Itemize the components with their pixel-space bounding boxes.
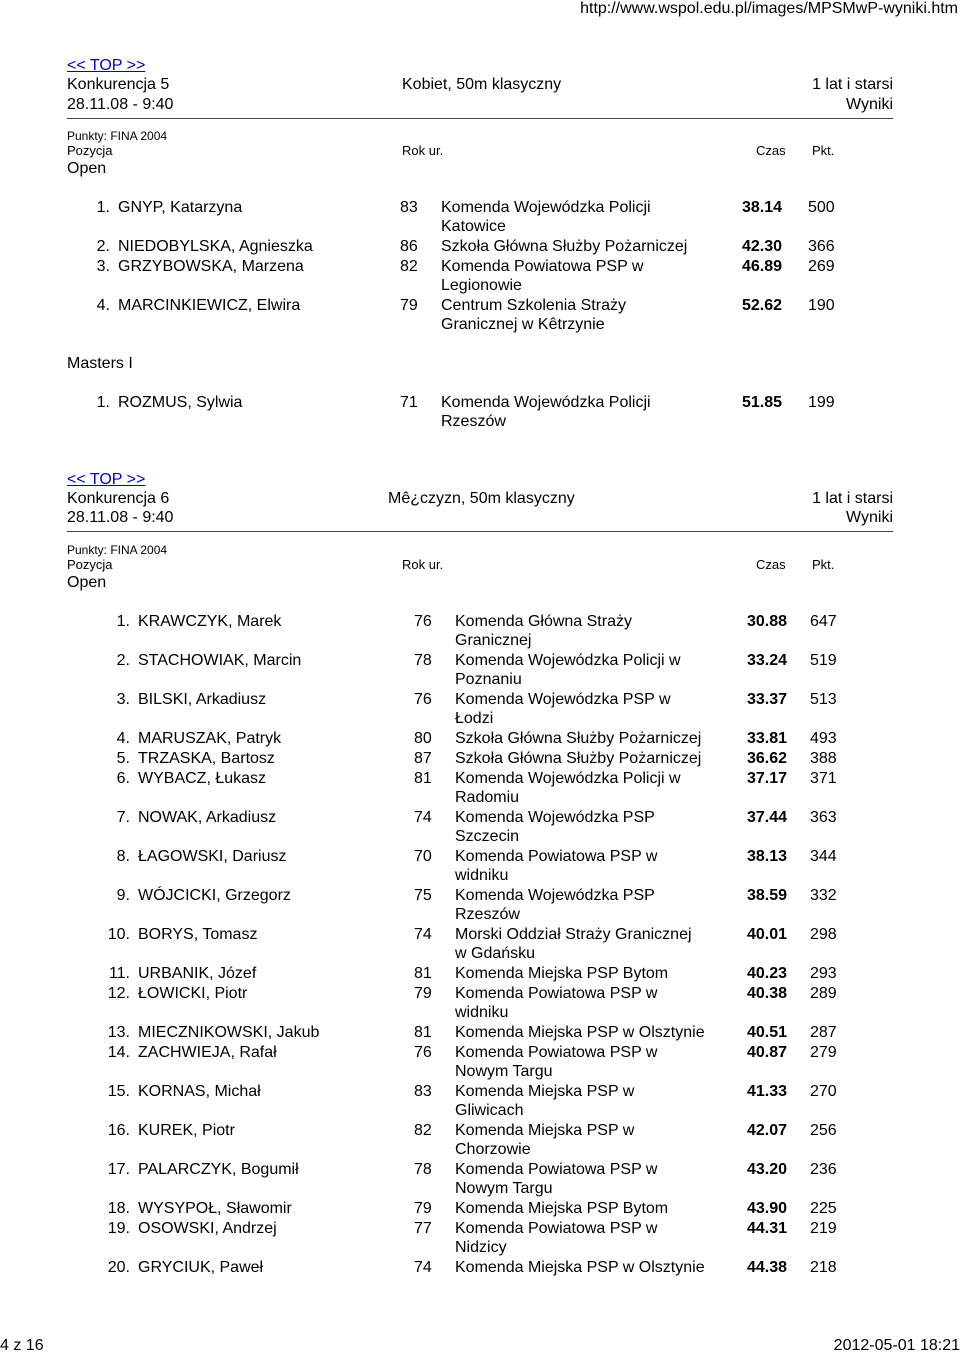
row-club-cont: Granicznej bbox=[455, 632, 532, 649]
row-points: 519 bbox=[810, 652, 837, 669]
row-club-cont: widniku bbox=[455, 1004, 509, 1021]
row-points: 293 bbox=[810, 965, 837, 982]
row-name: KRAWCZYK, Marek bbox=[138, 613, 282, 630]
row-position: 2. bbox=[96, 238, 110, 255]
row-points: 219 bbox=[810, 1220, 837, 1237]
row-year: 74 bbox=[414, 1259, 432, 1276]
row-year: 87 bbox=[414, 750, 432, 767]
row-time: 51.85 bbox=[741, 394, 782, 411]
row-points: 388 bbox=[810, 750, 837, 767]
row-club: Komenda Powiatowa PSP w bbox=[455, 848, 658, 865]
row-year: 80 bbox=[414, 730, 432, 747]
row-position: 9. bbox=[116, 887, 130, 904]
row-name: GRZYBOWSKA, Marzena bbox=[118, 258, 304, 275]
row-year: 83 bbox=[400, 199, 418, 216]
row-time: 37.44 bbox=[746, 809, 787, 826]
row-year: 82 bbox=[414, 1122, 432, 1139]
row-year: 74 bbox=[414, 926, 432, 943]
row-points: 287 bbox=[810, 1024, 837, 1041]
row-year: 81 bbox=[414, 1024, 432, 1041]
row-club-cont: Poznaniu bbox=[455, 671, 522, 688]
age-category: 1 lat i starsi bbox=[812, 490, 893, 507]
row-club: Szkoła Główna Służby Pożarniczej bbox=[455, 750, 702, 767]
row-name: URBANIK, Józef bbox=[138, 965, 257, 982]
top-link[interactable]: << TOP >> bbox=[67, 57, 146, 74]
row-club: Morski Oddział Straży Granicznej bbox=[455, 926, 692, 943]
row-name: BORYS, Tomasz bbox=[138, 926, 258, 943]
group-heading: Masters I bbox=[67, 355, 133, 372]
row-name: TRZASKA, Bartosz bbox=[138, 750, 275, 767]
row-points: 256 bbox=[810, 1122, 837, 1139]
row-time: 33.37 bbox=[746, 691, 787, 708]
row-position: 16. bbox=[107, 1122, 130, 1139]
row-club-cont: Łodzi bbox=[455, 710, 494, 727]
row-points: 371 bbox=[810, 770, 837, 787]
row-year: 76 bbox=[414, 691, 432, 708]
row-points: 236 bbox=[810, 1161, 837, 1178]
row-points: 270 bbox=[810, 1083, 837, 1100]
row-position: 12. bbox=[107, 985, 130, 1002]
event-title: Kobiet, 50m klasyczny bbox=[402, 76, 562, 93]
row-time: 40.23 bbox=[746, 965, 787, 982]
column-header-year: Rok ur. bbox=[402, 557, 444, 572]
row-position: 6. bbox=[116, 770, 130, 787]
row-club: Komenda Wojewódzka PSP bbox=[455, 809, 655, 826]
row-name: NOWAK, Arkadiusz bbox=[138, 809, 277, 826]
row-name: GNYP, Katarzyna bbox=[118, 199, 243, 216]
row-time: 42.07 bbox=[746, 1122, 787, 1139]
row-time: 40.51 bbox=[746, 1024, 787, 1041]
row-time: 43.20 bbox=[746, 1161, 787, 1178]
row-year: 79 bbox=[414, 985, 432, 1002]
column-header-time: Czas bbox=[756, 143, 786, 158]
row-name: ŁAGOWSKI, Dariusz bbox=[138, 848, 287, 865]
group-heading: Open bbox=[67, 160, 107, 177]
row-club: Komenda Wojewódzka PSP bbox=[455, 887, 655, 904]
row-club-cont: Nowym Targu bbox=[455, 1063, 553, 1080]
row-name: MARUSZAK, Patryk bbox=[138, 730, 282, 747]
row-position: 4. bbox=[116, 730, 130, 747]
row-club: Komenda Powiatowa PSP w bbox=[441, 258, 644, 275]
row-club-cont: Chorzowie bbox=[455, 1141, 531, 1158]
row-position: 2. bbox=[116, 652, 130, 669]
row-name: KUREK, Piotr bbox=[138, 1122, 235, 1139]
row-time: 38.13 bbox=[746, 848, 787, 865]
row-time: 52.62 bbox=[741, 297, 782, 314]
row-year: 76 bbox=[414, 1044, 432, 1061]
column-header-position: Pozycja bbox=[67, 557, 113, 572]
row-position: 3. bbox=[96, 258, 110, 275]
row-club: Komenda Powiatowa PSP w bbox=[455, 985, 658, 1002]
row-position: 17. bbox=[107, 1161, 130, 1178]
row-club: Komenda Główna Straży bbox=[455, 613, 632, 630]
row-year: 77 bbox=[414, 1220, 432, 1237]
row-club: Centrum Szkolenia Straży bbox=[441, 297, 626, 314]
results-label: Wyniki bbox=[846, 96, 893, 113]
row-position: 4. bbox=[96, 297, 110, 314]
row-points: 363 bbox=[810, 809, 837, 826]
points-note: Punkty: FINA 2004 bbox=[67, 543, 168, 557]
row-position: 7. bbox=[116, 809, 130, 826]
row-club: Komenda Miejska PSP w Olsztynie bbox=[455, 1259, 705, 1276]
row-year: 74 bbox=[414, 809, 432, 826]
row-position: 15. bbox=[107, 1083, 130, 1100]
column-header-year: Rok ur. bbox=[402, 143, 444, 158]
column-header-time: Czas bbox=[756, 557, 786, 572]
row-club: Komenda Wojewódzka Policji w bbox=[455, 652, 681, 669]
row-club-cont: Rzeszów bbox=[441, 413, 506, 430]
row-name: BILSKI, Arkadiusz bbox=[138, 691, 267, 708]
row-club-cont: Szczecin bbox=[455, 828, 520, 845]
row-year: 83 bbox=[414, 1083, 432, 1100]
row-points: 298 bbox=[810, 926, 837, 943]
row-points: 279 bbox=[810, 1044, 837, 1061]
row-position: 10. bbox=[107, 926, 130, 943]
row-club-cont: Radomiu bbox=[455, 789, 520, 806]
row-time: 38.59 bbox=[746, 887, 787, 904]
age-category: 1 lat i starsi bbox=[812, 76, 893, 93]
row-points: 647 bbox=[810, 613, 837, 630]
row-name: NIEDOBYLSKA, Agnieszka bbox=[118, 238, 313, 255]
row-year: 71 bbox=[400, 394, 418, 411]
row-club: Komenda Powiatowa PSP w bbox=[455, 1044, 658, 1061]
row-club: Komenda Powiatowa PSP w bbox=[455, 1161, 658, 1178]
row-time: 40.01 bbox=[746, 926, 787, 943]
row-position: 19. bbox=[107, 1220, 130, 1237]
row-points: 513 bbox=[810, 691, 837, 708]
row-club: Komenda Miejska PSP w Olsztynie bbox=[455, 1024, 705, 1041]
competition-number: Konkurencja 5 bbox=[67, 76, 170, 93]
row-club-cont: Legionowie bbox=[441, 277, 522, 294]
row-club: Szkoła Główna Służby Pożarniczej bbox=[455, 730, 702, 747]
row-name: PALARCZYK, Bogumił bbox=[138, 1161, 299, 1178]
row-name: WYSYPOŁ, Sławomir bbox=[138, 1200, 292, 1217]
row-year: 82 bbox=[400, 258, 418, 275]
row-club-cont: Gliwicach bbox=[455, 1102, 524, 1119]
row-club-cont: Katowice bbox=[441, 218, 506, 235]
row-year: 75 bbox=[414, 887, 432, 904]
row-name: GRYCIUK, Paweł bbox=[138, 1259, 264, 1276]
row-points: 344 bbox=[810, 848, 837, 865]
row-position: 14. bbox=[107, 1044, 130, 1061]
competition-number: Konkurencja 6 bbox=[67, 490, 170, 507]
row-position: 1. bbox=[116, 613, 130, 630]
footer-page-count: 4 z 16 bbox=[0, 1337, 44, 1354]
row-year: 78 bbox=[414, 652, 432, 669]
row-time: 33.81 bbox=[746, 730, 787, 747]
row-time: 40.87 bbox=[746, 1044, 787, 1061]
row-year: 79 bbox=[400, 297, 418, 314]
page-url: http://www.wspol.edu.pl/images/MPSMwP-wyniki.htm bbox=[580, 0, 958, 17]
row-time: 33.24 bbox=[746, 652, 787, 669]
row-year: 81 bbox=[414, 965, 432, 982]
results-label: Wyniki bbox=[846, 509, 893, 526]
row-name: ROZMUS, Sylwia bbox=[118, 394, 243, 411]
row-club: Komenda Miejska PSP w bbox=[455, 1083, 635, 1100]
row-time: 43.90 bbox=[746, 1200, 787, 1217]
row-points: 332 bbox=[810, 887, 837, 904]
row-club: Komenda Wojewódzka Policji w bbox=[455, 770, 681, 787]
row-time: 46.89 bbox=[741, 258, 782, 275]
row-points: 218 bbox=[810, 1259, 837, 1276]
row-year: 79 bbox=[414, 1200, 432, 1217]
row-time: 30.88 bbox=[746, 613, 787, 630]
row-position: 11. bbox=[108, 965, 130, 982]
row-time: 36.62 bbox=[746, 750, 787, 767]
row-year: 86 bbox=[400, 238, 418, 255]
header-divider bbox=[67, 118, 893, 119]
row-club: Komenda Powiatowa PSP w bbox=[455, 1220, 658, 1237]
column-header-points: Pkt. bbox=[812, 557, 835, 572]
group-heading: Open bbox=[67, 574, 107, 591]
row-year: 76 bbox=[414, 613, 432, 630]
row-position: 5. bbox=[116, 750, 130, 767]
row-club-cont: widniku bbox=[455, 867, 509, 884]
row-year: 70 bbox=[414, 848, 432, 865]
row-time: 42.30 bbox=[741, 238, 782, 255]
header-divider bbox=[67, 531, 893, 532]
event-datetime: 28.11.08 - 9:40 bbox=[67, 96, 174, 113]
event-datetime: 28.11.08 - 9:40 bbox=[67, 509, 174, 526]
row-name: OSOWSKI, Andrzej bbox=[138, 1220, 277, 1237]
row-name: KORNAS, Michał bbox=[138, 1083, 261, 1100]
column-header-points: Pkt. bbox=[812, 143, 835, 158]
points-note: Punkty: FINA 2004 bbox=[67, 129, 168, 143]
row-club: Komenda Wojewódzka PSP w bbox=[455, 691, 671, 708]
row-name: ŁOWICKI, Piotr bbox=[138, 985, 248, 1002]
row-points: 269 bbox=[808, 258, 835, 275]
footer-timestamp: 2012-05-01 18:21 bbox=[833, 1337, 960, 1354]
row-club-cont: Rzeszów bbox=[455, 906, 520, 923]
row-position: 20. bbox=[107, 1259, 130, 1276]
row-position: 3. bbox=[116, 691, 130, 708]
top-link[interactable]: << TOP >> bbox=[67, 471, 146, 488]
row-name: MARCINKIEWICZ, Elwira bbox=[118, 297, 301, 314]
row-club-cont: Nowym Targu bbox=[455, 1180, 553, 1197]
row-year: 81 bbox=[414, 770, 432, 787]
event-title: Mê¿czyzn, 50m klasyczny bbox=[388, 490, 575, 507]
row-time: 40.38 bbox=[746, 985, 787, 1002]
row-position: 1. bbox=[96, 199, 110, 216]
column-header-position: Pozycja bbox=[67, 143, 113, 158]
row-points: 366 bbox=[808, 238, 835, 255]
row-club: Komenda Wojewódzka Policji bbox=[441, 199, 651, 216]
row-position: 1. bbox=[96, 394, 110, 411]
row-time: 38.14 bbox=[741, 199, 782, 216]
row-time: 41.33 bbox=[746, 1083, 787, 1100]
row-club: Komenda Miejska PSP w bbox=[455, 1122, 635, 1139]
row-club: Szkoła Główna Służby Pożarniczej bbox=[441, 238, 688, 255]
row-points: 289 bbox=[810, 985, 837, 1002]
row-points: 493 bbox=[810, 730, 837, 747]
row-club-cont: Nidzicy bbox=[455, 1239, 507, 1256]
row-position: 8. bbox=[116, 848, 130, 865]
row-club-cont: w Gdańsku bbox=[455, 945, 536, 962]
row-name: ZACHWIEJA, Rafał bbox=[138, 1044, 277, 1061]
row-name: STACHOWIAK, Marcin bbox=[138, 652, 302, 669]
row-year: 78 bbox=[414, 1161, 432, 1178]
row-club: Komenda Miejska PSP Bytom bbox=[455, 1200, 669, 1217]
row-points: 500 bbox=[808, 199, 835, 216]
row-time: 44.31 bbox=[746, 1220, 787, 1237]
row-points: 199 bbox=[808, 394, 835, 411]
row-club: Komenda Wojewódzka Policji bbox=[441, 394, 651, 411]
row-club-cont: Granicznej w Kêtrzynie bbox=[441, 316, 605, 333]
row-position: 18. bbox=[107, 1200, 130, 1217]
row-name: WYBACZ, Łukasz bbox=[138, 770, 267, 787]
row-time: 37.17 bbox=[746, 770, 787, 787]
row-name: WÓJCICKI, Grzegorz bbox=[138, 887, 291, 904]
row-club: Komenda Miejska PSP Bytom bbox=[455, 965, 669, 982]
row-time: 44.38 bbox=[746, 1259, 787, 1276]
row-position: 13. bbox=[107, 1024, 130, 1041]
row-points: 225 bbox=[810, 1200, 837, 1217]
row-name: MIECZNIKOWSKI, Jakub bbox=[138, 1024, 320, 1041]
row-points: 190 bbox=[808, 297, 835, 314]
